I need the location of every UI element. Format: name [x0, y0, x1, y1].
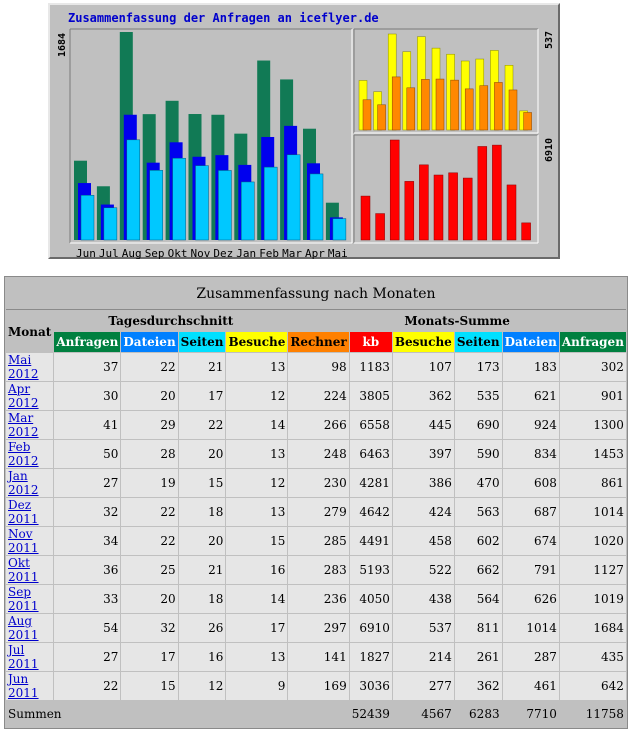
rechner-bar	[451, 80, 459, 130]
seiten-bar	[264, 167, 277, 240]
monthly-value-cell: 470	[455, 469, 502, 497]
monthly-value-cell: 662	[455, 556, 502, 584]
summary-chart-svg	[50, 5, 558, 260]
rechner-bar	[436, 79, 444, 130]
daily-header-dateien: Dateien	[121, 332, 177, 352]
monthly-value-cell: 674	[503, 527, 559, 555]
monthly-value-cell: 6910	[350, 614, 392, 642]
month-axis-label: Jun	[76, 247, 96, 260]
monthly-value-cell: 1183	[350, 353, 392, 381]
daily-value-cell: 19	[121, 469, 177, 497]
monthly-value-cell: 98	[288, 353, 348, 381]
column-header-row	[6, 332, 626, 352]
month-cell	[6, 382, 53, 410]
month-axis-label: Feb	[259, 247, 280, 260]
month-cell	[6, 672, 53, 700]
monthly-value-cell: 438	[393, 585, 454, 613]
daily-value-cell: 37	[54, 353, 120, 381]
daily-value-cell: 22	[121, 498, 177, 526]
monthly-value-cell: 811	[455, 614, 502, 642]
top-right-axis-max-label: 537	[544, 30, 555, 49]
monthly-value-cell: 285	[288, 527, 348, 555]
month-axis-label: Mai	[327, 247, 348, 260]
daily-value-cell: 26	[179, 614, 226, 642]
rechner-bar	[480, 86, 488, 130]
daily-value-cell: 22	[54, 672, 120, 700]
daily-value-cell: 12	[179, 672, 226, 700]
daily-value-cell: 15	[226, 527, 287, 555]
monthly-value-cell: 5193	[350, 556, 392, 584]
monthly-value-cell: 169	[288, 672, 348, 700]
table-row	[6, 585, 626, 613]
monthly-value-cell: 621	[503, 382, 559, 410]
monthly-value-cell: 277	[393, 672, 454, 700]
monthly-header-anfragen: Anfragen	[560, 332, 626, 352]
daily-value-cell: 12	[226, 469, 287, 497]
month-axis-label: Dez	[213, 247, 234, 260]
month-axis-label: Apr	[305, 247, 325, 260]
month-link[interactable]: Jul 2011	[8, 643, 39, 671]
month-cell	[6, 643, 53, 671]
daily-value-cell: 30	[54, 382, 120, 410]
monthly-value-cell: 266	[288, 411, 348, 439]
monthly-value-cell: 141	[288, 643, 348, 671]
daily-value-cell: 50	[54, 440, 120, 468]
daily-value-cell: 14	[226, 585, 287, 613]
monthly-value-cell: 236	[288, 585, 348, 613]
monthly-value-cell: 590	[455, 440, 502, 468]
total-besuche: 4567	[393, 701, 454, 727]
rechner-bar	[524, 112, 532, 130]
rechner-bar	[378, 105, 386, 130]
daily-header-seiten: Seiten	[179, 332, 226, 352]
monthly-value-cell: 458	[393, 527, 454, 555]
month-cell	[6, 353, 53, 381]
monthly-value-cell: 6558	[350, 411, 392, 439]
month-link[interactable]: Sep 2011	[8, 585, 39, 613]
daily-header-anfragen: Anfragen	[54, 332, 120, 352]
monthly-value-cell: 230	[288, 469, 348, 497]
month-cell	[6, 440, 53, 468]
daily-value-cell: 32	[54, 498, 120, 526]
month-axis-label: Jul	[98, 247, 119, 260]
monthly-value-cell: 183	[503, 353, 559, 381]
monthly-value-cell: 445	[393, 411, 454, 439]
daily-value-cell: 41	[54, 411, 120, 439]
rechner-bar	[465, 89, 473, 130]
rechner-bar	[509, 90, 517, 130]
monthly-sum-group-header: Monats-Summe	[288, 311, 626, 331]
kb-bar	[361, 196, 370, 240]
monthly-value-cell: 435	[560, 643, 626, 671]
monthly-summary-table	[4, 276, 628, 729]
daily-value-cell: 22	[121, 527, 177, 555]
table-row	[6, 527, 626, 555]
table-row	[6, 411, 626, 439]
daily-header-besuche: Besuche	[226, 332, 287, 352]
monthly-value-cell: 690	[455, 411, 502, 439]
daily-value-cell: 20	[179, 527, 226, 555]
month-axis-label: Jan	[236, 247, 257, 260]
monthly-value-cell: 107	[393, 353, 454, 381]
daily-value-cell: 27	[54, 643, 120, 671]
table-title: Zusammenfassung nach Monaten	[6, 278, 626, 310]
month-link[interactable]: Mai 2012	[8, 353, 39, 381]
daily-value-cell: 54	[54, 614, 120, 642]
rechner-bar	[494, 82, 502, 130]
monthly-value-cell: 283	[288, 556, 348, 584]
monthly-value-cell: 1019	[560, 585, 626, 613]
month-link[interactable]: Dez 2011	[8, 498, 39, 526]
kb-bar	[376, 214, 385, 240]
rechner-bar	[421, 79, 429, 130]
monthly-header-rechner: Rechner	[288, 332, 348, 352]
total-seiten: 6283	[455, 701, 502, 727]
monthly-value-cell: 4642	[350, 498, 392, 526]
monthly-value-cell: 4491	[350, 527, 392, 555]
table-row	[6, 353, 626, 381]
monthly-value-cell: 687	[503, 498, 559, 526]
daily-value-cell: 27	[54, 469, 120, 497]
kb-bar	[434, 175, 443, 240]
kb-bar	[405, 181, 414, 240]
daily-value-cell: 13	[226, 353, 287, 381]
month-axis-label: Okt	[167, 247, 188, 260]
monthly-value-cell: 6463	[350, 440, 392, 468]
table-row	[6, 614, 626, 642]
daily-value-cell: 17	[179, 382, 226, 410]
daily-average-group-header: Tagesdurchschnitt	[54, 311, 287, 331]
month-axis-label: Sep	[144, 247, 165, 260]
total-dateien: 7710	[503, 701, 559, 727]
kb-bar	[478, 146, 487, 240]
monthly-value-cell: 602	[455, 527, 502, 555]
seiten-bar	[173, 158, 186, 240]
seiten-bar	[104, 208, 117, 240]
monthly-value-cell: 791	[503, 556, 559, 584]
table-row	[6, 556, 626, 584]
table-row	[6, 469, 626, 497]
month-link[interactable]: Jun 2011	[8, 672, 39, 700]
month-link[interactable]: Okt 2011	[8, 556, 39, 584]
daily-value-cell: 13	[226, 440, 287, 468]
daily-value-cell: 29	[121, 411, 177, 439]
summary-chart	[48, 3, 560, 259]
daily-value-cell: 28	[121, 440, 177, 468]
monthly-value-cell: 248	[288, 440, 348, 468]
daily-value-cell: 25	[121, 556, 177, 584]
monthly-header-dateien: Dateien	[503, 332, 559, 352]
monthly-value-cell: 261	[455, 643, 502, 671]
kb-bar	[522, 223, 531, 240]
month-cell	[6, 411, 53, 439]
table-row	[6, 498, 626, 526]
daily-value-cell: 15	[121, 672, 177, 700]
month-cell	[6, 527, 53, 555]
monthly-value-cell: 461	[503, 672, 559, 700]
monthly-value-cell: 1300	[560, 411, 626, 439]
daily-value-cell: 18	[179, 585, 226, 613]
total-anfragen: 11758	[560, 701, 626, 727]
monthly-value-cell: 537	[393, 614, 454, 642]
monthly-value-cell: 362	[455, 672, 502, 700]
table-row	[6, 643, 626, 671]
monthly-value-cell: 1020	[560, 527, 626, 555]
monthly-value-cell: 563	[455, 498, 502, 526]
daily-value-cell: 14	[226, 411, 287, 439]
monthly-header-besuche: Besuche	[393, 332, 454, 352]
monthly-value-cell: 1014	[560, 498, 626, 526]
monthly-value-cell: 173	[455, 353, 502, 381]
month-link[interactable]: Feb 2012	[8, 440, 39, 468]
monthly-value-cell: 4050	[350, 585, 392, 613]
month-cell	[6, 469, 53, 497]
kb-bar	[463, 178, 472, 240]
month-link[interactable]: Aug 2011	[8, 614, 39, 642]
month-cell	[6, 585, 53, 613]
month-cell	[6, 498, 53, 526]
seiten-bar	[150, 170, 163, 240]
monthly-value-cell: 3805	[350, 382, 392, 410]
totals-label: Summen	[6, 701, 349, 727]
monthly-value-cell: 535	[455, 382, 502, 410]
daily-value-cell: 9	[226, 672, 287, 700]
month-column-header: Monat	[6, 311, 53, 352]
table-row	[6, 440, 626, 468]
totals-row	[6, 701, 626, 727]
seiten-bar	[333, 219, 346, 240]
month-link[interactable]: Jan 2012	[8, 469, 39, 497]
monthly-value-cell: 214	[393, 643, 454, 671]
daily-value-cell: 32	[121, 614, 177, 642]
monthly-value-cell: 834	[503, 440, 559, 468]
monthly-value-cell: 386	[393, 469, 454, 497]
month-cell	[6, 556, 53, 584]
monthly-value-cell: 861	[560, 469, 626, 497]
rechner-bar	[392, 77, 400, 130]
bottom-right-axis-max-label: 6910	[544, 137, 555, 162]
table-row	[6, 382, 626, 410]
kb-bar	[449, 173, 458, 240]
kb-bar	[419, 165, 428, 240]
monthly-value-cell: 362	[393, 382, 454, 410]
monthly-value-cell: 397	[393, 440, 454, 468]
monthly-value-cell: 1127	[560, 556, 626, 584]
daily-value-cell: 20	[179, 440, 226, 468]
monthly-value-cell: 1827	[350, 643, 392, 671]
monthly-value-cell: 3036	[350, 672, 392, 700]
daily-value-cell: 22	[121, 353, 177, 381]
chart-title: Zusammenfassung der Anfragen an iceflyer.de	[68, 11, 379, 25]
monthly-value-cell: 4281	[350, 469, 392, 497]
table-body	[6, 353, 626, 700]
daily-value-cell: 36	[54, 556, 120, 584]
daily-value-cell: 20	[121, 585, 177, 613]
monthly-value-cell: 564	[455, 585, 502, 613]
seiten-bar	[287, 155, 300, 240]
monthly-value-cell: 297	[288, 614, 348, 642]
month-link[interactable]: Mar 2012	[8, 411, 39, 439]
seiten-bar	[310, 174, 323, 240]
monthly-value-cell: 608	[503, 469, 559, 497]
monthly-value-cell: 1684	[560, 614, 626, 642]
daily-value-cell: 17	[121, 643, 177, 671]
monthly-value-cell: 924	[503, 411, 559, 439]
month-axis-label: Nov	[190, 247, 211, 260]
kb-bar	[492, 145, 501, 240]
daily-value-cell: 20	[121, 382, 177, 410]
seiten-bar	[127, 140, 140, 240]
total-kb: 52439	[350, 701, 392, 727]
monthly-value-cell: 1014	[503, 614, 559, 642]
daily-value-cell: 15	[179, 469, 226, 497]
rechner-bar	[407, 88, 415, 130]
daily-value-cell: 34	[54, 527, 120, 555]
daily-value-cell: 21	[179, 556, 226, 584]
month-axis-label: Aug	[121, 247, 142, 260]
kb-bar	[390, 140, 399, 240]
daily-value-cell: 22	[179, 411, 226, 439]
daily-value-cell: 12	[226, 382, 287, 410]
left-axis-max-label: 1684	[57, 32, 68, 57]
monthly-value-cell: 1453	[560, 440, 626, 468]
table-row	[6, 672, 626, 700]
daily-value-cell: 16	[179, 643, 226, 671]
monthly-header-seiten: Seiten	[455, 332, 502, 352]
month-axis-label: Mar	[282, 247, 302, 260]
daily-value-cell: 33	[54, 585, 120, 613]
seiten-bar	[81, 195, 94, 240]
kb-bar	[507, 185, 516, 240]
seiten-bar	[241, 182, 254, 240]
monthly-value-cell: 287	[503, 643, 559, 671]
monthly-value-cell: 424	[393, 498, 454, 526]
seiten-bar	[196, 166, 209, 240]
rechner-bar	[363, 100, 371, 130]
monthly-value-cell: 279	[288, 498, 348, 526]
monthly-value-cell: 642	[560, 672, 626, 700]
monthly-value-cell: 302	[560, 353, 626, 381]
monthly-value-cell: 901	[560, 382, 626, 410]
month-link[interactable]: Apr 2012	[8, 382, 39, 410]
monthly-value-cell: 522	[393, 556, 454, 584]
daily-value-cell: 16	[226, 556, 287, 584]
daily-value-cell: 13	[226, 498, 287, 526]
monthly-value-cell: 626	[503, 585, 559, 613]
daily-value-cell: 21	[179, 353, 226, 381]
month-cell	[6, 614, 53, 642]
monthly-value-cell: 224	[288, 382, 348, 410]
daily-value-cell: 17	[226, 614, 287, 642]
seiten-bar	[218, 170, 231, 240]
daily-value-cell: 13	[226, 643, 287, 671]
month-link[interactable]: Nov 2011	[8, 527, 39, 555]
daily-value-cell: 18	[179, 498, 226, 526]
monthly-header-kb: kb	[350, 332, 392, 352]
